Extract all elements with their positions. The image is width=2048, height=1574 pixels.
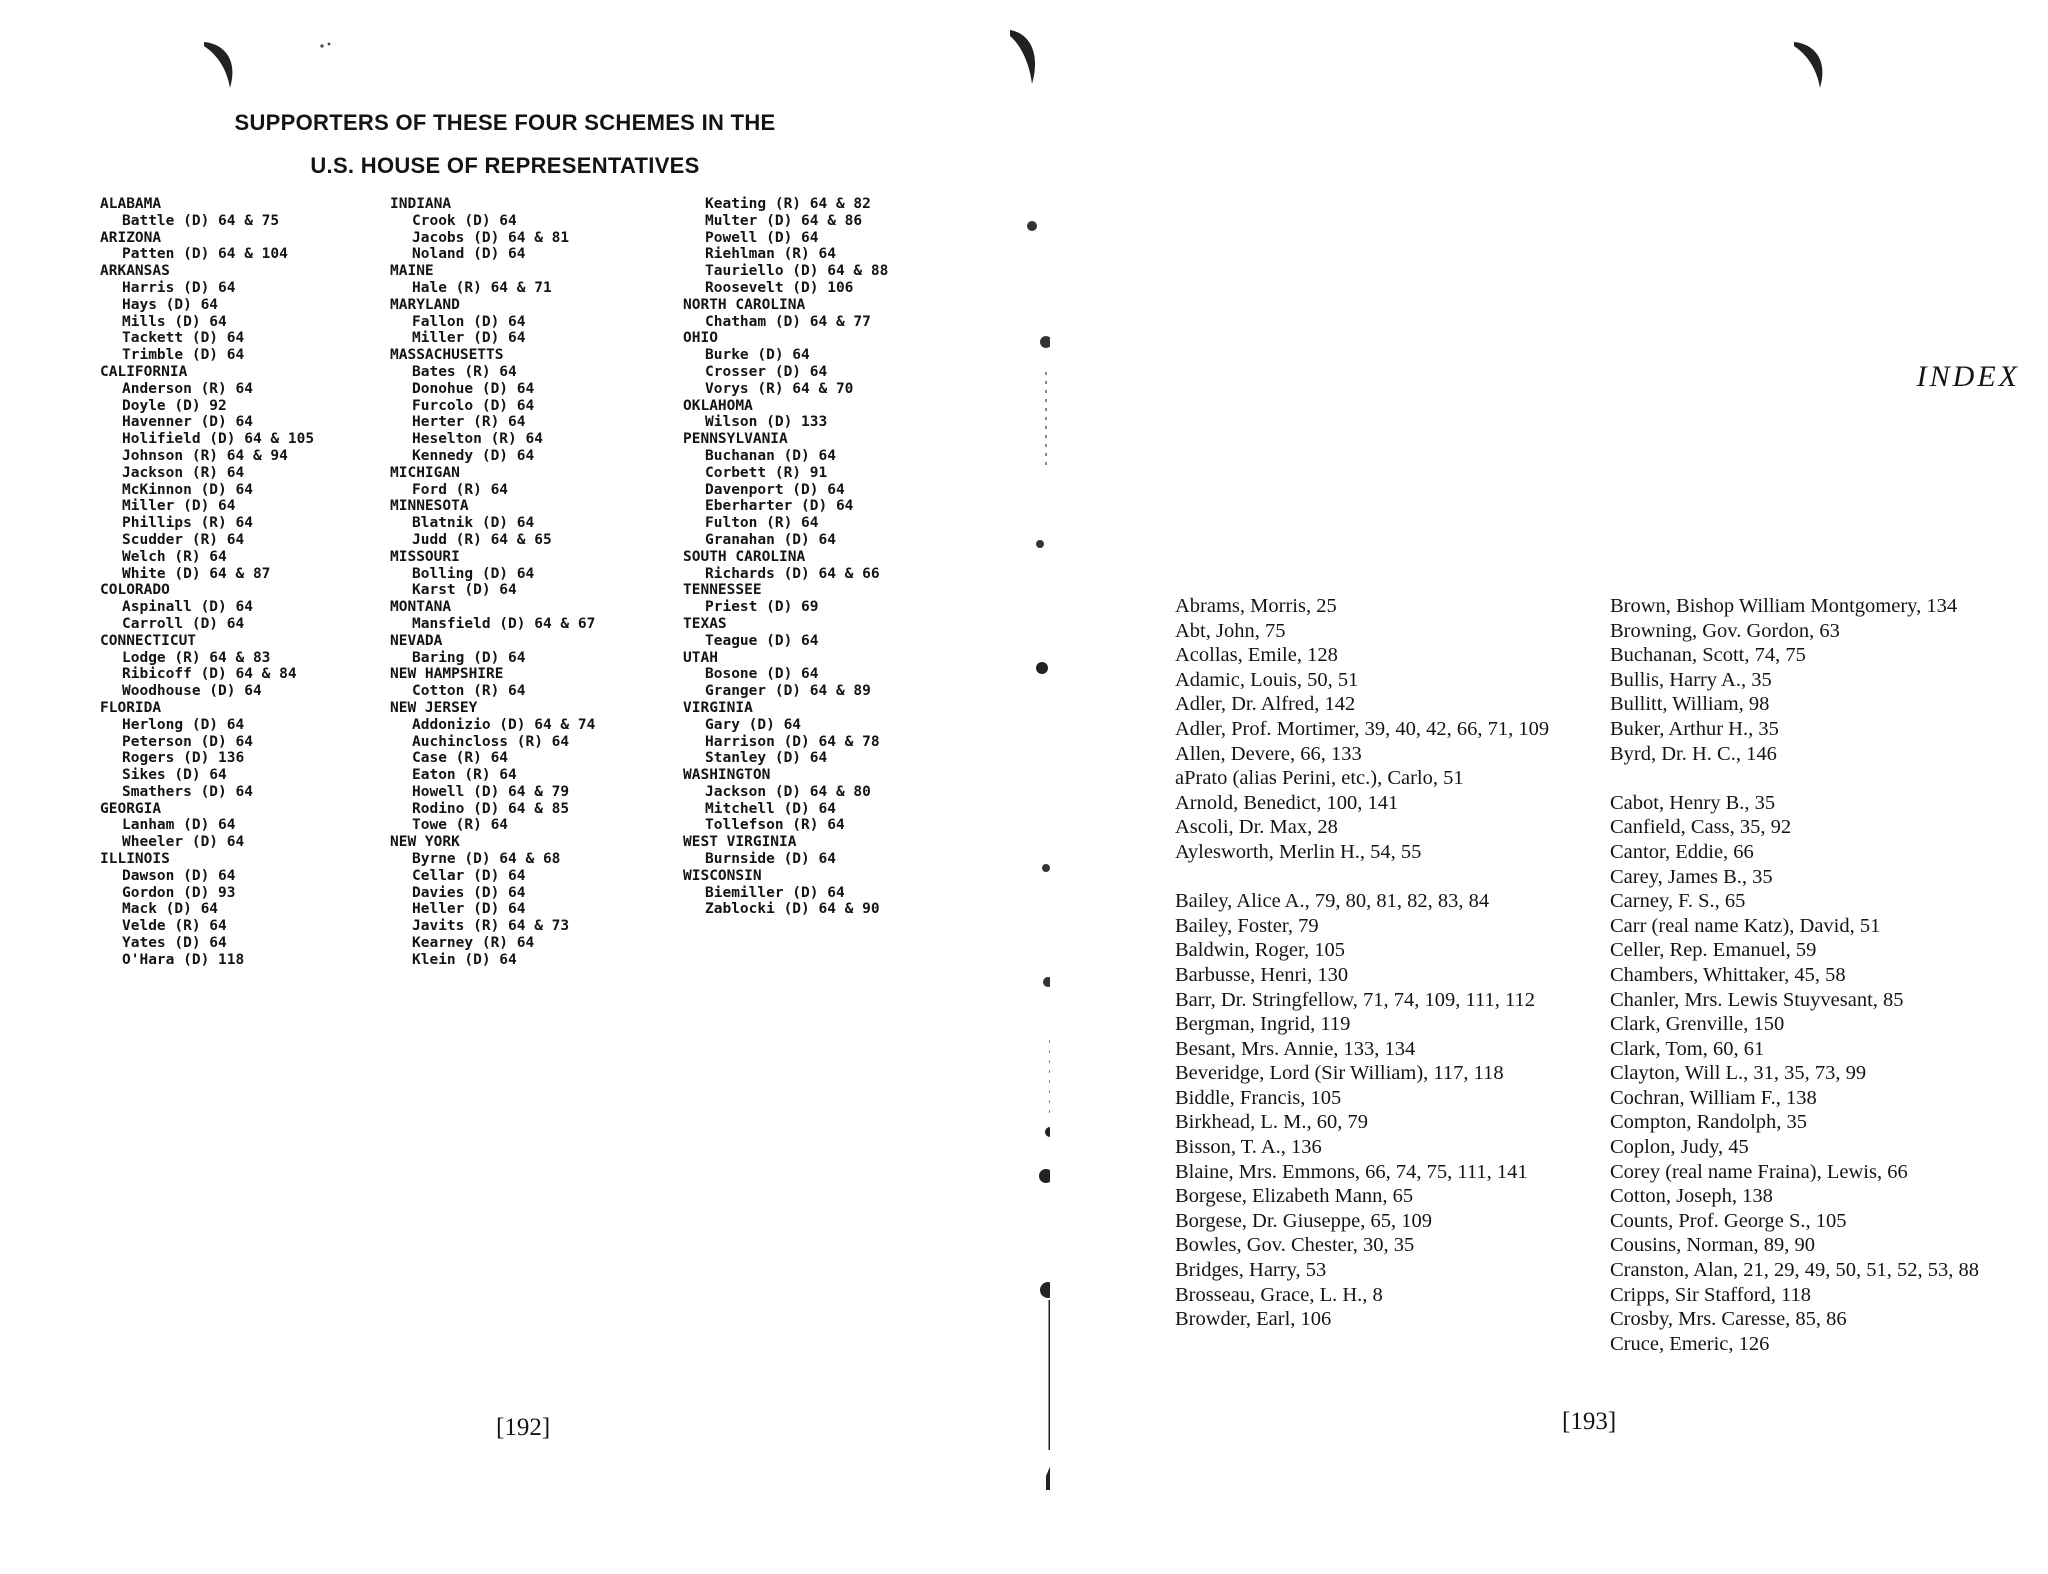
representative-entry: Carroll (D) 64 bbox=[122, 615, 245, 632]
representative-entry: Crosser (D) 64 bbox=[705, 363, 828, 380]
representative-entry: Mansfield (D) 64 & 67 bbox=[412, 615, 596, 632]
representative-entry: Herter (R) 64 bbox=[412, 414, 526, 431]
representative-entry: Karst (D) 64 bbox=[412, 582, 517, 599]
index-entry: Bridges, Harry, 53 bbox=[1175, 1259, 1327, 1282]
index-entry: Brown, Bishop William Montgomery, 134 bbox=[1610, 595, 1958, 617]
index-entry: Buker, Arthur H., 35 bbox=[1610, 717, 1779, 740]
index-entry: Brosseau, Grace, L. H., 8 bbox=[1175, 1283, 1383, 1306]
representative-entry: Smathers (D) 64 bbox=[122, 783, 253, 800]
index-entry: Byrd, Dr. H. C., 146 bbox=[1610, 742, 1777, 765]
state-heading: MONTANA bbox=[390, 599, 452, 616]
index-entry: Allen, Devere, 66, 133 bbox=[1175, 742, 1362, 765]
index-entry: Bisson, T. A., 136 bbox=[1175, 1136, 1322, 1159]
state-heading: GEORGIA bbox=[100, 800, 162, 817]
index-entry: Bullis, Harry A., 35 bbox=[1610, 668, 1772, 691]
state-heading: VIRGINIA bbox=[683, 699, 753, 716]
representative-entry: Burke (D) 64 bbox=[705, 347, 810, 364]
representative-entry: Richards (D) 64 & 66 bbox=[705, 565, 880, 582]
representative-entry: Mack (D) 64 bbox=[122, 901, 219, 918]
index-entry: Browder, Earl, 106 bbox=[1175, 1308, 1332, 1331]
representative-entry: Johnson (R) 64 & 94 bbox=[122, 447, 288, 464]
representative-entry: Multer (D) 64 & 86 bbox=[705, 212, 863, 229]
representative-entry: Keating (R) 64 & 82 bbox=[705, 196, 871, 212]
page-number: [193] bbox=[1562, 1408, 1617, 1435]
representative-entry: Furcolo (D) 64 bbox=[412, 397, 535, 414]
page-title-line-1: SUPPORTERS OF THESE FOUR SCHEMES IN THE bbox=[234, 110, 776, 135]
representative-entry: Jacobs (D) 64 & 81 bbox=[412, 229, 570, 246]
representative-entry: Anderson (R) 64 bbox=[122, 380, 253, 397]
right-page bbox=[1040, 0, 2048, 1574]
state-heading: MICHIGAN bbox=[390, 464, 460, 481]
index-column-1 bbox=[1175, 594, 1595, 1332]
index-entry: Adler, Dr. Alfred, 142 bbox=[1175, 693, 1356, 716]
index-entry: Carey, James B., 35 bbox=[1610, 865, 1773, 888]
representative-entry: Fallon (D) 64 bbox=[412, 313, 526, 330]
representative-entry: Towe (R) 64 bbox=[412, 817, 509, 834]
representative-entry: Cotton (R) 64 bbox=[412, 683, 526, 700]
state-heading: MARYLAND bbox=[390, 296, 460, 313]
state-heading: PENNSYLVANIA bbox=[683, 431, 788, 448]
index-entry: Abt, John, 75 bbox=[1175, 619, 1286, 642]
representative-entry: Buchanan (D) 64 bbox=[705, 447, 836, 464]
representative-entry: Ribicoff (D) 64 & 84 bbox=[122, 666, 297, 683]
representative-entry: Miller (D) 64 bbox=[122, 498, 236, 515]
representative-entry: Biemiller (D) 64 bbox=[705, 884, 845, 901]
representative-entry: Sikes (D) 64 bbox=[122, 767, 227, 784]
index-entry: Browning, Gov. Gordon, 63 bbox=[1610, 619, 1840, 642]
representative-entry: White (D) 64 & 87 bbox=[122, 565, 271, 582]
representative-entry: Mitchell (D) 64 bbox=[705, 800, 836, 817]
state-column-1 bbox=[100, 196, 314, 969]
index-entry: Abrams, Morris, 25 bbox=[1175, 595, 1337, 617]
index-entry: Carr (real name Katz), David, 51 bbox=[1610, 914, 1881, 937]
representative-entry: Harris (D) 64 bbox=[122, 279, 236, 296]
representative-entry: Roosevelt (D) 106 bbox=[705, 279, 854, 296]
state-heading: SOUTH CAROLINA bbox=[683, 548, 806, 565]
representative-entry: Fulton (R) 64 bbox=[705, 515, 819, 532]
index-entry: Chanler, Mrs. Lewis Stuyvesant, 85 bbox=[1610, 988, 1904, 1011]
index-entry: Adler, Prof. Mortimer, 39, 40, 42, 66, 71, 109 bbox=[1175, 717, 1550, 740]
index-entry: Clark, Grenville, 150 bbox=[1610, 1013, 1785, 1036]
state-heading: TEXAS bbox=[683, 615, 727, 632]
representative-entry: Trimble (D) 64 bbox=[122, 347, 245, 364]
state-heading: NEW JERSEY bbox=[390, 699, 478, 716]
index-entry: Birkhead, L. M., 60, 79 bbox=[1175, 1111, 1369, 1134]
representative-entry: Aspinall (D) 64 bbox=[122, 599, 253, 616]
index-column-2 bbox=[1610, 594, 2045, 1356]
state-heading: ARKANSAS bbox=[100, 263, 170, 280]
representative-entry: Kearney (R) 64 bbox=[412, 935, 535, 952]
representative-entry: Tauriello (D) 64 & 88 bbox=[705, 263, 889, 280]
index-entry: Cabot, Henry B., 35 bbox=[1610, 791, 1776, 814]
index-entry: Cripps, Sir Stafford, 118 bbox=[1610, 1283, 1812, 1306]
index-entry: Crosby, Mrs. Caresse, 85, 86 bbox=[1610, 1308, 1847, 1331]
representative-entry: Kennedy (D) 64 bbox=[412, 447, 535, 464]
representative-entry: Davenport (D) 64 bbox=[705, 481, 845, 498]
representative-entry: Mills (D) 64 bbox=[122, 313, 227, 330]
representative-entry: Yates (D) 64 bbox=[122, 935, 227, 952]
state-heading: NORTH CAROLINA bbox=[683, 296, 806, 313]
index-entry: Borgese, Dr. Giuseppe, 65, 109 bbox=[1175, 1209, 1432, 1232]
speck-mark bbox=[318, 40, 336, 50]
representative-entry: Rodino (D) 64 & 85 bbox=[412, 800, 570, 817]
index-entry: Cousins, Norman, 89, 90 bbox=[1610, 1234, 1815, 1257]
representative-entry: Gary (D) 64 bbox=[705, 716, 802, 733]
representative-entry: Burnside (D) 64 bbox=[705, 851, 836, 868]
index-entry: Canfield, Cass, 35, 92 bbox=[1610, 816, 1792, 839]
index-entry: Barbusse, Henri, 130 bbox=[1175, 963, 1349, 986]
representative-entry: Addonizio (D) 64 & 74 bbox=[412, 716, 596, 733]
representative-entry: Baring (D) 64 bbox=[412, 649, 526, 666]
representative-entry: Cellar (D) 64 bbox=[412, 867, 526, 884]
representative-entry: Bates (R) 64 bbox=[412, 363, 517, 380]
representative-entry: Case (R) 64 bbox=[412, 750, 509, 767]
state-column-2 bbox=[390, 196, 595, 969]
state-heading: UTAH bbox=[683, 649, 718, 666]
state-heading: TENNESSEE bbox=[683, 582, 762, 599]
representative-entry: Blatnik (D) 64 bbox=[412, 515, 535, 532]
representative-entry: Holifield (D) 64 & 105 bbox=[122, 431, 315, 448]
representative-entry: Havenner (D) 64 bbox=[122, 414, 253, 431]
index-entry: Cruce, Emeric, 126 bbox=[1610, 1332, 1770, 1355]
representative-entry: Zablocki (D) 64 & 90 bbox=[705, 901, 880, 918]
index-entry: Acollas, Emile, 128 bbox=[1175, 644, 1338, 667]
representative-entry: Lodge (R) 64 & 83 bbox=[122, 649, 271, 666]
index-entry: Arnold, Benedict, 100, 141 bbox=[1175, 791, 1399, 814]
index-entry: Cotton, Joseph, 138 bbox=[1610, 1185, 1773, 1208]
representative-entry: Phillips (R) 64 bbox=[122, 515, 253, 532]
representative-entry: Donohue (D) 64 bbox=[412, 380, 535, 397]
representative-entry: Corbett (R) 91 bbox=[705, 464, 828, 481]
representative-entry: Vorys (R) 64 & 70 bbox=[705, 380, 854, 397]
representative-entry: Harrison (D) 64 & 78 bbox=[705, 733, 880, 750]
representative-entry: Heselton (R) 64 bbox=[412, 431, 543, 448]
representative-entry: Judd (R) 64 & 65 bbox=[412, 531, 552, 548]
representative-entry: Patten (D) 64 & 104 bbox=[122, 246, 288, 263]
representative-entry: Heller (D) 64 bbox=[412, 901, 526, 918]
representative-entry: Lanham (D) 64 bbox=[122, 817, 236, 834]
state-heading: WEST VIRGINIA bbox=[683, 834, 797, 851]
representative-entry: Doyle (D) 92 bbox=[122, 397, 227, 414]
index-entry: Carney, F. S., 65 bbox=[1610, 890, 1746, 913]
representative-entry: Javits (R) 64 & 73 bbox=[412, 918, 570, 935]
state-heading: COLORADO bbox=[100, 582, 170, 599]
index-letter-break bbox=[1610, 766, 2045, 791]
representative-entry: Jackson (R) 64 bbox=[122, 464, 245, 481]
state-heading: NEW YORK bbox=[390, 834, 460, 851]
representative-entry: Jackson (D) 64 & 80 bbox=[705, 783, 871, 800]
state-heading: INDIANA bbox=[390, 196, 452, 212]
representative-entry: Noland (D) 64 bbox=[412, 246, 526, 263]
index-entry: Baldwin, Roger, 105 bbox=[1175, 939, 1345, 962]
index-entry: Barr, Dr. Stringfellow, 71, 74, 109, 111, 112 bbox=[1175, 988, 1535, 1011]
representative-entry: Peterson (D) 64 bbox=[122, 733, 253, 750]
representative-entry: Granger (D) 64 & 89 bbox=[705, 683, 871, 700]
state-column-3 bbox=[683, 196, 888, 918]
representative-entry: Howell (D) 64 & 79 bbox=[412, 783, 570, 800]
representative-entry: Hays (D) 64 bbox=[122, 296, 219, 313]
representative-entry: Battle (D) 64 & 75 bbox=[122, 212, 280, 229]
state-heading: WISCONSIN bbox=[683, 867, 762, 884]
index-heading: INDEX bbox=[1916, 360, 2020, 393]
representative-entry: Herlong (D) 64 bbox=[122, 716, 245, 733]
index-entry: Buchanan, Scott, 74, 75 bbox=[1610, 644, 1806, 667]
index-entry: Borgese, Elizabeth Mann, 65 bbox=[1175, 1185, 1414, 1208]
representative-entry: Wheeler (D) 64 bbox=[122, 834, 245, 851]
index-entry: Bullitt, William, 98 bbox=[1610, 693, 1770, 716]
state-heading: MINNESOTA bbox=[390, 498, 469, 515]
representative-entry: Chatham (D) 64 & 77 bbox=[705, 313, 871, 330]
representative-entry: Rogers (D) 136 bbox=[122, 750, 245, 767]
index-entry: Compton, Randolph, 35 bbox=[1610, 1111, 1808, 1134]
state-heading: MASSACHUSETTS bbox=[390, 347, 504, 364]
representative-entry: Riehlman (R) 64 bbox=[705, 246, 836, 263]
state-heading: ALABAMA bbox=[100, 196, 162, 212]
index-letter-break bbox=[1175, 865, 1595, 890]
representative-entry: Bosone (D) 64 bbox=[705, 666, 819, 683]
representative-entry: Davies (D) 64 bbox=[412, 884, 526, 901]
representative-entry: Tollefson (R) 64 bbox=[705, 817, 845, 834]
index-entry: Counts, Prof. George S., 105 bbox=[1610, 1209, 1847, 1232]
left-page bbox=[0, 0, 1010, 1574]
representative-entry: Granahan (D) 64 bbox=[705, 531, 836, 548]
representative-entry: Eberharter (D) 64 bbox=[705, 498, 854, 515]
representative-entry: Priest (D) 69 bbox=[705, 599, 819, 616]
index-entry: Besant, Mrs. Annie, 133, 134 bbox=[1175, 1037, 1416, 1060]
index-entry: Celler, Rep. Emanuel, 59 bbox=[1610, 939, 1817, 962]
binding-hole-mark bbox=[1788, 36, 1834, 96]
index-entry: Cranston, Alan, 21, 29, 49, 50, 51, 52, 53, 88 bbox=[1610, 1259, 1979, 1282]
state-heading: WASHINGTON bbox=[683, 767, 771, 784]
representative-entry: Velde (R) 64 bbox=[122, 918, 227, 935]
index-entry: Blaine, Mrs. Emmons, 66, 74, 75, 111, 141 bbox=[1175, 1160, 1528, 1183]
representative-entry: Klein (D) 64 bbox=[412, 951, 517, 968]
index-entry: Bergman, Ingrid, 119 bbox=[1175, 1013, 1351, 1036]
index-entry: Beveridge, Lord (Sir William), 117, 118 bbox=[1175, 1062, 1504, 1085]
state-heading: ARIZONA bbox=[100, 229, 162, 246]
index-entry: Biddle, Francis, 105 bbox=[1175, 1086, 1342, 1109]
representative-entry: Wilson (D) 133 bbox=[705, 414, 828, 431]
index-entry: Chambers, Whittaker, 45, 58 bbox=[1610, 963, 1846, 986]
index-entry: Bailey, Foster, 79 bbox=[1175, 914, 1319, 937]
representative-entry: Dawson (D) 64 bbox=[122, 867, 236, 884]
binding-hole-mark bbox=[198, 36, 244, 96]
representative-entry: Scudder (R) 64 bbox=[122, 531, 245, 548]
representative-entry: Woodhouse (D) 64 bbox=[122, 683, 262, 700]
index-entry: Cochran, William F., 138 bbox=[1610, 1086, 1817, 1109]
state-heading: NEW HAMPSHIRE bbox=[390, 666, 504, 683]
representative-entry: McKinnon (D) 64 bbox=[122, 481, 253, 498]
state-heading: CONNECTICUT bbox=[100, 632, 197, 649]
index-entry: Ascoli, Dr. Max, 28 bbox=[1175, 816, 1338, 839]
page-number: [192] bbox=[496, 1414, 551, 1441]
state-heading: MISSOURI bbox=[390, 548, 460, 565]
state-heading: CALIFORNIA bbox=[100, 363, 188, 380]
index-entry: Aylesworth, Merlin H., 54, 55 bbox=[1175, 840, 1422, 863]
index-entry: Bailey, Alice A., 79, 80, 81, 82, 83, 84 bbox=[1175, 890, 1490, 913]
state-heading: OHIO bbox=[683, 330, 718, 347]
state-heading: ILLINOIS bbox=[100, 851, 170, 868]
representative-entry: Tackett (D) 64 bbox=[122, 330, 245, 347]
index-entry: Clark, Tom, 60, 61 bbox=[1610, 1037, 1765, 1060]
representative-entry: Eaton (R) 64 bbox=[412, 767, 517, 784]
representative-entry: Crook (D) 64 bbox=[412, 212, 517, 229]
index-entry: Corey (real name Fraina), Lewis, 66 bbox=[1610, 1160, 1908, 1183]
representative-entry: Teague (D) 64 bbox=[705, 632, 819, 649]
index-entry: Bowles, Gov. Chester, 30, 35 bbox=[1175, 1234, 1415, 1257]
index-entry: Cantor, Eddie, 66 bbox=[1610, 840, 1754, 863]
representative-entry: Stanley (D) 64 bbox=[705, 750, 828, 767]
index-entry: aPrato (alias Perini, etc.), Carlo, 51 bbox=[1175, 767, 1464, 790]
page-title-line-2: U.S. HOUSE OF REPRESENTATIVES bbox=[310, 153, 700, 178]
state-heading: MAINE bbox=[390, 263, 434, 280]
representative-entry: Hale (R) 64 & 71 bbox=[412, 279, 552, 296]
representative-entry: O'Hara (D) 118 bbox=[122, 951, 245, 968]
index-entry: Coplon, Judy, 45 bbox=[1610, 1136, 1749, 1159]
representative-entry: Welch (R) 64 bbox=[122, 548, 227, 565]
representative-entry: Bolling (D) 64 bbox=[412, 565, 535, 582]
index-entry: Clayton, Will L., 31, 35, 73, 99 bbox=[1610, 1062, 1867, 1085]
representative-entry: Miller (D) 64 bbox=[412, 330, 526, 347]
state-heading: OKLAHOMA bbox=[683, 397, 753, 414]
representative-entry: Powell (D) 64 bbox=[705, 229, 819, 246]
representative-entry: Gordon (D) 93 bbox=[122, 884, 236, 901]
representative-entry: Auchincloss (R) 64 bbox=[412, 733, 570, 750]
state-heading: NEVADA bbox=[390, 632, 443, 649]
index-entry: Adamic, Louis, 50, 51 bbox=[1175, 668, 1359, 691]
representative-entry: Byrne (D) 64 & 68 bbox=[412, 851, 561, 868]
state-heading: FLORIDA bbox=[100, 699, 162, 716]
representative-entry: Ford (R) 64 bbox=[412, 481, 509, 498]
